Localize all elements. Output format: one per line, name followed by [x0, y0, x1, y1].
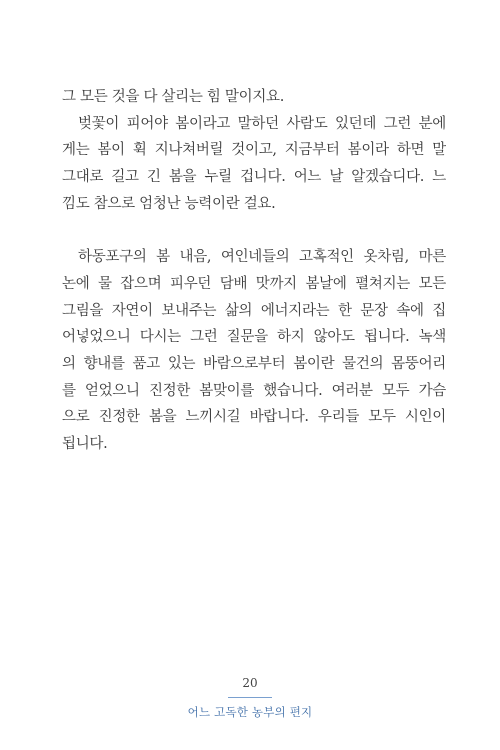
text-line: 낌도 참으로 엄청난 능력이란 걸요.: [62, 195, 276, 212]
text-line: 벚꽃이 피어야 봄이라고 말하던 사람도 있던데 그런 분에: [78, 115, 446, 132]
text-line: 됩니다.: [62, 435, 108, 452]
page-number: 20: [242, 676, 258, 690]
text-line: 으로 진정한 봄을 느끼시길 바랍니다. 우리들 모두 시인이: [62, 409, 446, 426]
footer-divider: [228, 697, 272, 698]
text-line: 그림을 자연이 보내주는 삶의 에너지라는 한 문장 속에 집: [62, 302, 446, 319]
text-line: 하동포구의 봄 내음, 여인네들의 고혹적인 옷차림, 마른: [78, 249, 446, 266]
text-line: 를 얻었으니 진정한 봄맞이를 했습니다. 여러분 모두 가슴: [62, 382, 446, 399]
text-line: 어넣었으니 다시는 그런 질문을 하지 않아도 됩니다. 녹색: [62, 329, 446, 346]
paragraph-gap: [62, 217, 446, 244]
text-line: 게는 봄이 휙 지나쳐버릴 것이고, 지금부터 봄이라 하면 말: [62, 142, 446, 159]
page-footer: [0, 676, 500, 720]
text-line: 그 모든 것을 다 살리는 힘 말이지요.: [62, 89, 285, 105]
text-line: 의 향내를 품고 있는 바람으로부터 봄이란 물건의 몸뚱어리: [62, 355, 446, 372]
text-line: 그대로 길고 긴 봄을 누릴 겁니다. 어느 날 알겠습디다. 느: [62, 169, 446, 186]
running-title: 어느 고독한 농부의 편지: [187, 705, 313, 719]
body-text: [62, 84, 446, 458]
text-line: 논에 물 잡으며 피우던 담배 맛까지 봄날에 펼쳐지는 모든: [62, 275, 446, 292]
